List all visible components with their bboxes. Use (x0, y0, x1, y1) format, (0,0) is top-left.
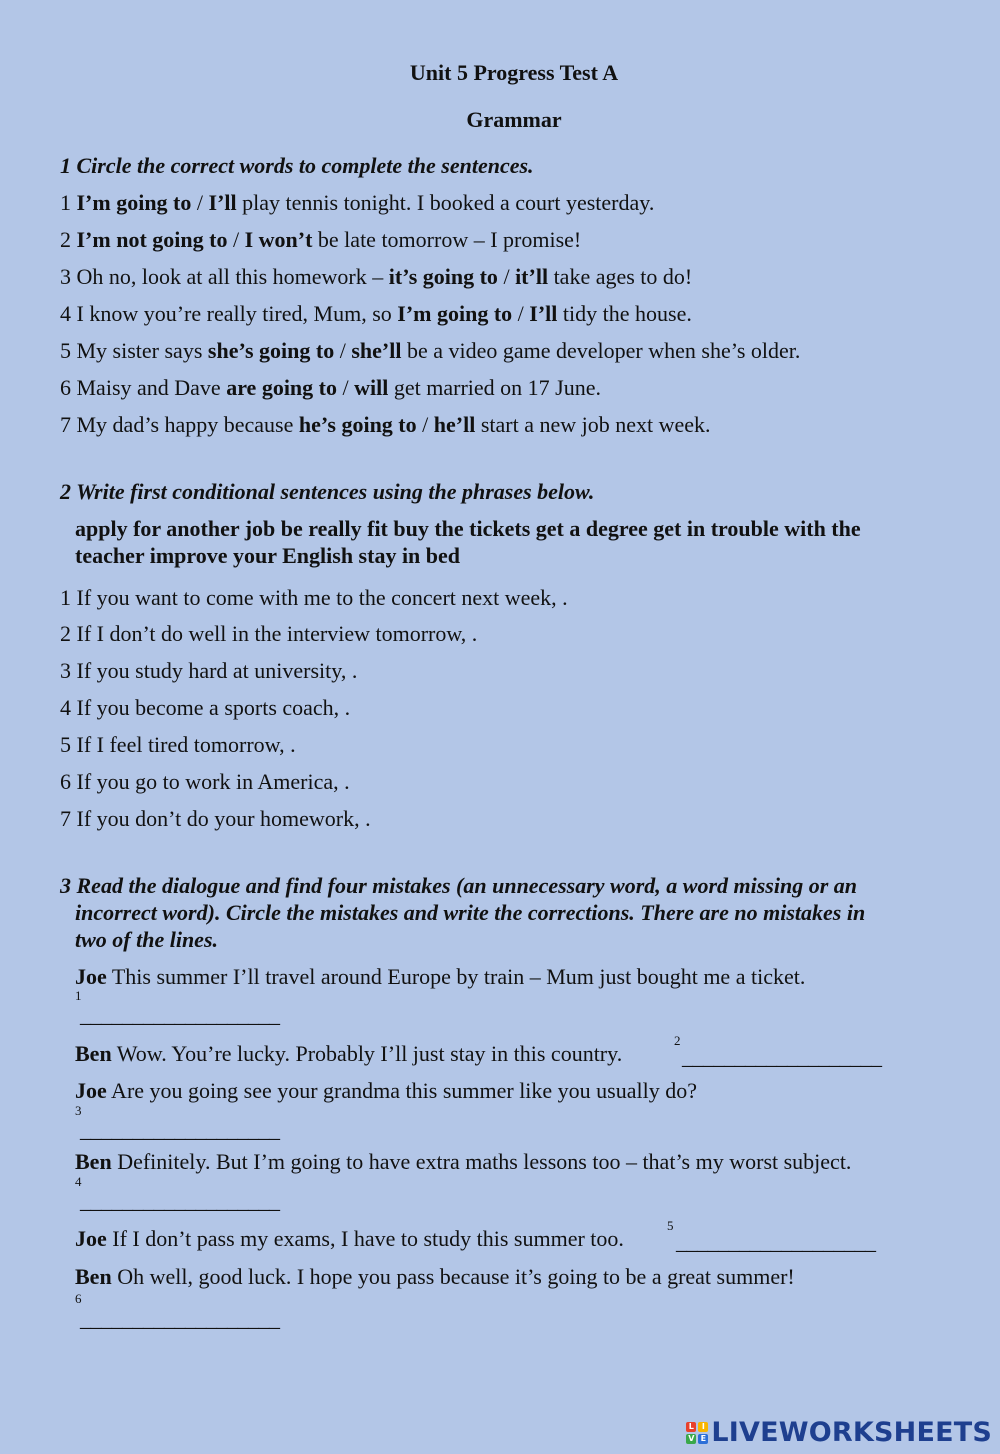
logo-wordmark: LIVEWORKSHEETS (711, 1417, 992, 1448)
answer-number-1: 1 (75, 988, 82, 1003)
answer-blank-5[interactable]: ___________________ (676, 1229, 876, 1254)
s1-item-2-option-a[interactable]: I’m not going to (76, 227, 228, 252)
section1-instruction: 1 Circle the correct words to complete the sentences. (60, 153, 534, 178)
s1-item-7-option-b[interactable]: he’ll (433, 412, 476, 437)
dialogue-line-4: Ben Definitely. But I’m going to have extra maths lessons too – that’s my worst subject. (75, 1149, 852, 1174)
s1-item-3-option-a[interactable]: it’s going to (388, 264, 498, 289)
answer-blank-2[interactable]: ___________________ (682, 1044, 882, 1069)
s1-item-2: 2 I’m not going to / I won’t be late tomorrow – I promise! (60, 227, 582, 252)
s1-item-1-option-a[interactable]: I’m going to (76, 190, 192, 215)
liveworksheets-logo (686, 1417, 992, 1448)
s2-item-4[interactable]: 4 If you become a sports coach, . (60, 695, 351, 720)
s2-item-5[interactable]: 5 If I feel tired tomorrow, . (60, 732, 296, 757)
s1-item-4-option-b[interactable]: I’ll (529, 301, 558, 326)
s1-item-5: 5 My sister says she’s going to / she’ll be a video game developer when she’s older. (60, 338, 801, 363)
answer-number-5: 5 (667, 1218, 674, 1233)
s2-item-7[interactable]: 7 If you don’t do your homework, . (60, 806, 371, 831)
s1-item-2-option-b[interactable]: I won’t (244, 227, 313, 252)
s1-item-6: 6 Maisy and Dave are going to / will get married on 17 June. (60, 375, 601, 400)
speaker-name: Joe (75, 964, 107, 989)
section3-instruction-line-2: incorrect word). Circle the mistakes and write the corrections. There are no mistakes in (75, 900, 866, 925)
s1-item-1: 1 I’m going to / I’ll play tennis tonight. I booked a court yesterday. (60, 190, 655, 215)
s1-item-7: 7 My dad’s happy because he’s going to / he’ll start a new job next week. (60, 412, 711, 437)
phrase-bank: apply for another job be really fit buy the tickets get a degree get in trouble with the teacher improve your English stay in bed (75, 516, 861, 568)
dialogue-line-6: Ben Oh well, good luck. I hope you pass because it’s going to be a great summer! (75, 1264, 795, 1289)
dialogue-line-2: Ben Wow. You’re lucky. Probably I’ll just stay in this country. (75, 1041, 623, 1066)
answer-blank-1[interactable]: ___________________ (80, 1002, 280, 1027)
s1-item-6-option-b[interactable]: will (354, 375, 389, 400)
liveworksheets-logo-icon: L I V E (686, 1422, 708, 1444)
speaker-name: Ben (75, 1264, 112, 1289)
section2-instruction: 2 Write first conditional sentences using the phrases below. (60, 479, 595, 504)
answer-number-2: 2 (674, 1033, 681, 1048)
s2-item-1[interactable]: 1 If you want to come with me to the concert next week, . (60, 585, 568, 610)
s1-item-3-option-b[interactable]: it’ll (515, 264, 549, 289)
s2-item-3[interactable]: 3 If you study hard at university, . (60, 658, 358, 683)
speaker-name: Joe (75, 1078, 107, 1103)
speaker-name: Ben (75, 1149, 112, 1174)
answer-number-4: 4 (75, 1174, 82, 1189)
page-title: Unit 5 Progress Test A (409, 60, 619, 85)
s1-item-5-option-a[interactable]: she’s going to (207, 338, 335, 363)
s1-item-4: 4 I know you’re really tired, Mum, so I’m going to / I’ll tidy the house. (60, 301, 692, 326)
answer-blank-6[interactable]: ___________________ (80, 1306, 280, 1331)
dialogue-line-3: Joe Are you going see your grandma this summer like you usually do? (75, 1078, 697, 1103)
section3-instruction-line-1: 3 Read the dialogue and find four mistakes (an unnecessary word, a word missing or an (60, 873, 858, 898)
s2-item-2[interactable]: 2 If I don’t do well in the interview tomorrow, . (60, 621, 478, 646)
section3-instruction-line-3: two of the lines. (75, 927, 219, 952)
s1-item-1-option-b[interactable]: I’ll (208, 190, 237, 215)
answer-number-3: 3 (75, 1103, 82, 1118)
section-heading: Grammar (466, 107, 562, 132)
s1-item-6-option-a[interactable]: are going to (226, 375, 337, 400)
answer-blank-4[interactable]: ___________________ (80, 1188, 280, 1213)
dialogue-line-5: Joe If I don’t pass my exams, I have to study this summer too. (75, 1226, 624, 1251)
answer-blank-3[interactable]: ___________________ (80, 1117, 280, 1142)
dialogue-line-1: Joe This summer I’ll travel around Europe by train – Mum just bought me a ticket. (75, 964, 806, 989)
s2-item-6[interactable]: 6 If you go to work in America, . (60, 769, 350, 794)
s1-item-7-option-a[interactable]: he’s going to (298, 412, 417, 437)
speaker-name: Joe (75, 1226, 107, 1251)
answer-number-6: 6 (75, 1291, 82, 1306)
s1-item-4-option-a[interactable]: I’m going to (397, 301, 513, 326)
speaker-name: Ben (75, 1041, 112, 1066)
s1-item-5-option-b[interactable]: she’ll (351, 338, 402, 363)
s1-item-3: 3 Oh no, look at all this homework – it’s going to / it’ll take ages to do! (60, 264, 693, 289)
